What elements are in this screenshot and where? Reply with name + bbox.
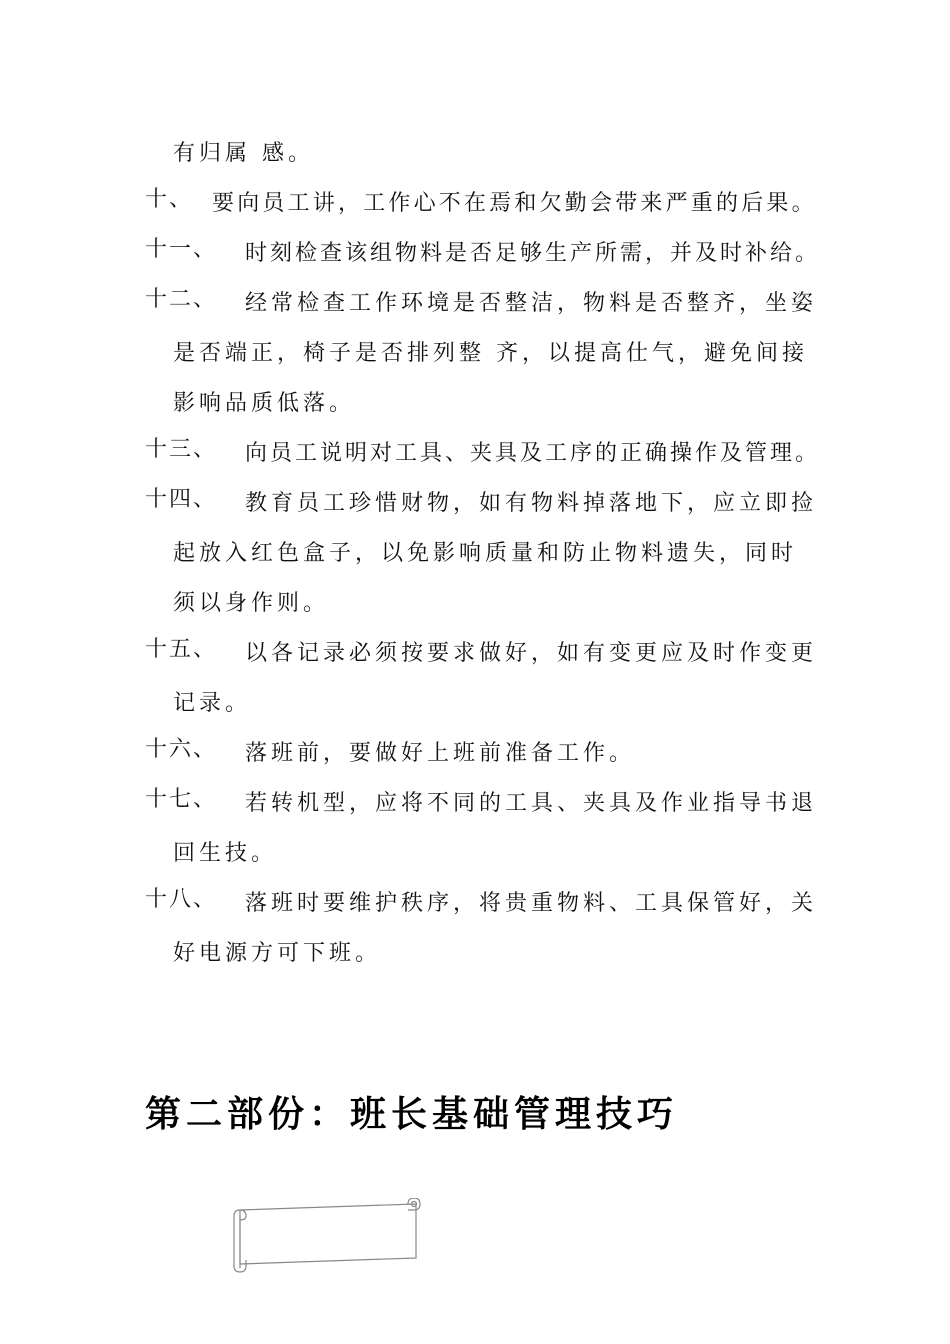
- scroll-banner-icon: [230, 1198, 422, 1274]
- item-text-line: 记录。: [173, 691, 252, 716]
- item-number: 十一、: [145, 237, 218, 262]
- item-text-line: 经常检查工作环境是否整洁，物料是否整齐，坐姿: [245, 291, 818, 316]
- item-text-line: 须以身作则。: [173, 591, 330, 616]
- item-number: 十六、: [145, 737, 218, 762]
- item-number: 十八、: [145, 887, 218, 912]
- item-text-line: 影响品质低落。: [173, 391, 356, 416]
- item-text-line: 回生技。: [173, 841, 278, 866]
- item-number: 十二、: [145, 287, 218, 312]
- item-number: 十四、: [145, 487, 218, 512]
- item-text-line: 好电源方可下班。: [173, 941, 382, 966]
- item-number: 十三、: [145, 437, 218, 462]
- item-text-line: 以各记录必须按要求做好，如有变更应及时作变更: [245, 641, 818, 666]
- item-text-line: 若转机型，应将不同的工具、夹具及作业指导书退: [245, 791, 818, 816]
- item-text-line: 教育员工珍惜财物，如有物料掉落地下，应立即捡: [245, 491, 818, 516]
- item-text-line: 起放入红色盒子，以免影响质量和防止物料遗失，同时: [173, 541, 798, 566]
- continuation-line: 有归属 感。: [173, 141, 314, 166]
- item-text-line: 落班时要维护秩序，将贵重物料、工具保管好，关: [245, 891, 818, 916]
- item-text-line: 时刻检查该组物料是否足够生产所需，并及时补给。: [245, 241, 821, 266]
- item-number: 十、: [145, 187, 194, 212]
- section-heading: 第二部份：班长基础管理技巧: [145, 1094, 679, 1135]
- item-text-line: 是否端正，椅子是否排列整 齐，以提高仕气，避免间接: [173, 341, 808, 366]
- item-text-line: 落班前，要做好上班前准备工作。: [245, 741, 636, 766]
- item-text-line: 向员工说明对工具、夹具及工序的正确操作及管理。: [245, 441, 821, 466]
- item-number: 十七、: [145, 787, 218, 812]
- item-number: 十五、: [145, 637, 218, 662]
- item-text-line: 要向员工讲，工作心不在焉和欠勤会带来严重的后果。: [212, 191, 817, 216]
